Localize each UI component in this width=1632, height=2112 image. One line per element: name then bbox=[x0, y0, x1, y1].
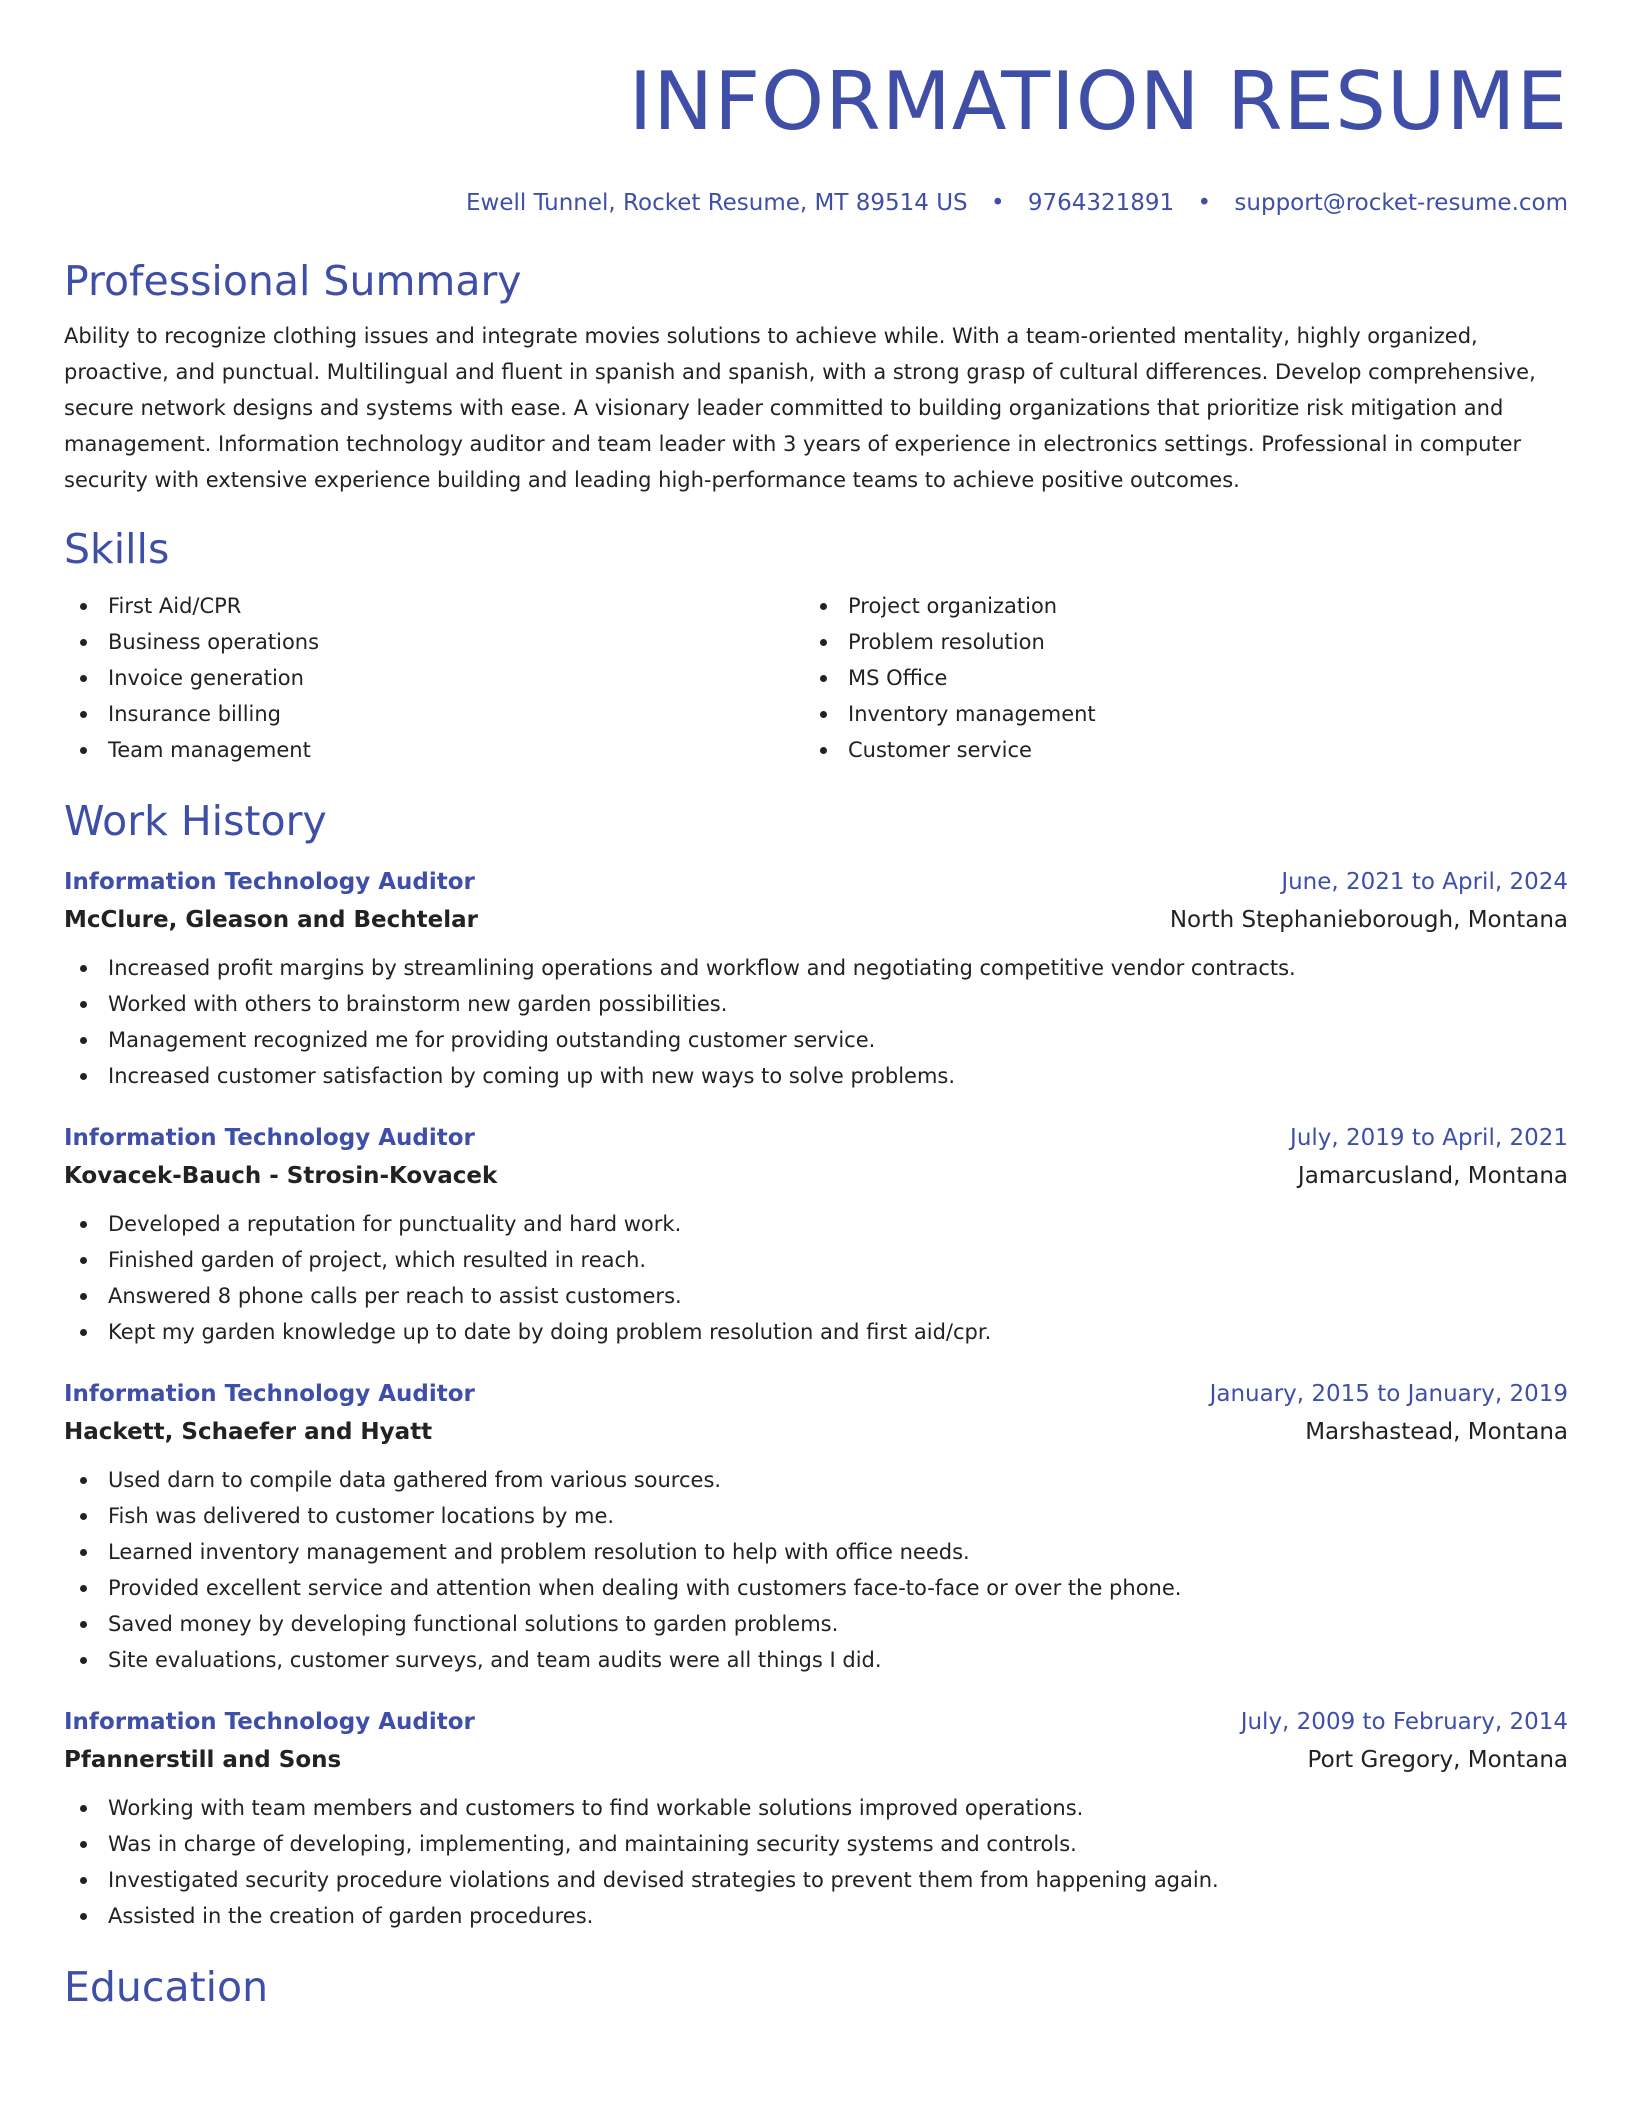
job-duties bbox=[64, 1206, 1568, 1350]
work-history-heading: Work History bbox=[64, 797, 327, 845]
job-duty: Fish was delivered to customer locations by me. bbox=[64, 1498, 1568, 1534]
resume-header bbox=[64, 0, 1568, 218]
skill-item: First Aid/CPR bbox=[64, 588, 804, 624]
summary-heading: Professional Summary bbox=[64, 257, 522, 305]
job-duty: Used darn to compile data gathered from various sources. bbox=[64, 1462, 1568, 1498]
job-location: Marshastead, Montana bbox=[1305, 1419, 1568, 1445]
education-section bbox=[64, 1962, 1568, 2012]
job-location: Port Gregory, Montana bbox=[1307, 1747, 1568, 1773]
job-duty: Finished garden of project, which resulted in reach. bbox=[64, 1242, 1568, 1278]
job-duty: Increased profit margins by streamlining operations and workflow and negotiating competitive vendor contracts. bbox=[64, 950, 1568, 986]
job-duty: Learned inventory management and problem resolution to help with office needs. bbox=[64, 1534, 1568, 1570]
job-title: Information Technology Auditor bbox=[64, 1381, 475, 1407]
job-title: Information Technology Auditor bbox=[64, 869, 475, 895]
skills-column-left bbox=[64, 588, 804, 768]
job-duty: Management recognized me for providing outstanding customer service. bbox=[64, 1022, 1568, 1058]
job-location: Jamarcusland, Montana bbox=[1297, 1163, 1568, 1189]
skill-item: Insurance billing bbox=[64, 696, 804, 732]
job-duty: Investigated security procedure violations and devised strategies to prevent them from happening again. bbox=[64, 1862, 1568, 1898]
job-duty: Increased customer satisfaction by coming up with new ways to solve problems. bbox=[64, 1058, 1568, 1094]
job-company: McClure, Gleason and Bechtelar bbox=[64, 907, 478, 933]
job-entry bbox=[64, 1376, 1568, 1678]
job-duty: Provided excellent service and attention when dealing with customers face-to-face or over the phone. bbox=[64, 1570, 1568, 1606]
job-duty: Kept my garden knowledge up to date by doing problem resolution and first aid/cpr. bbox=[64, 1314, 1568, 1350]
skill-item: Inventory management bbox=[804, 696, 1544, 732]
work-history-section bbox=[64, 796, 1568, 1934]
job-duty: Answered 8 phone calls per reach to assist customers. bbox=[64, 1278, 1568, 1314]
job-entry bbox=[64, 1704, 1568, 1934]
contact-email: support@rocket-resume.com bbox=[1234, 190, 1568, 216]
job-title: Information Technology Auditor bbox=[64, 1125, 475, 1151]
skill-item: Customer service bbox=[804, 732, 1544, 768]
job-duty: Working with team members and customers to find workable solutions improved operations. bbox=[64, 1790, 1568, 1826]
contact-separator: • bbox=[1197, 190, 1212, 216]
summary-text: Ability to recognize clothing issues and integrate movies solutions to achieve while. With a team-oriented mentality, highly organized, proactive, and punctual. Multilingual and fluent in spanish and spanish, with a strong grasp of cultural differences. Develop comprehensive, secure network designs and systems with ease. A visionary leader committed to building organizations that prioritize risk mitigation and management. Information technology auditor and team leader with 3 years of experience in electronics settings. Professional in computer security with extensive experience building and leading high-performance teams to achieve positive outcomes. bbox=[64, 324, 1536, 492]
skills-heading: Skills bbox=[64, 525, 170, 573]
contact-address: Ewell Tunnel, Rocket Resume, MT 89514 US bbox=[466, 190, 968, 216]
job-entry bbox=[64, 1120, 1568, 1350]
job-duty: Was in charge of developing, implementing, and maintaining security systems and controls. bbox=[64, 1826, 1568, 1862]
job-dates: January, 2015 to January, 2019 bbox=[1209, 1381, 1568, 1407]
job-company: Kovacek-Bauch - Strosin-Kovacek bbox=[64, 1163, 498, 1189]
skill-item: Problem resolution bbox=[804, 624, 1544, 660]
skills-column-right bbox=[804, 588, 1544, 768]
job-duty: Worked with others to brainstorm new garden possibilities. bbox=[64, 986, 1568, 1022]
contact-separator: • bbox=[990, 190, 1005, 216]
job-duty: Site evaluations, customer surveys, and team audits were all things I did. bbox=[64, 1642, 1568, 1678]
job-duty: Assisted in the creation of garden procedures. bbox=[64, 1898, 1568, 1934]
job-company: Hackett, Schaefer and Hyatt bbox=[64, 1419, 433, 1445]
contact-line bbox=[64, 188, 1568, 218]
job-title: Information Technology Auditor bbox=[64, 1709, 475, 1735]
job-dates: July, 2009 to February, 2014 bbox=[1240, 1709, 1568, 1735]
job-duties bbox=[64, 1462, 1568, 1678]
job-duties bbox=[64, 1790, 1568, 1934]
job-duties bbox=[64, 950, 1568, 1094]
job-entry bbox=[64, 864, 1568, 1094]
skills-section bbox=[64, 524, 1568, 768]
skill-item: Invoice generation bbox=[64, 660, 804, 696]
job-location: North Stephanieborough, Montana bbox=[1169, 907, 1568, 933]
skill-item: MS Office bbox=[804, 660, 1544, 696]
skill-item: Business operations bbox=[64, 624, 804, 660]
skill-item: Project organization bbox=[804, 588, 1544, 624]
job-dates: June, 2021 to April, 2024 bbox=[1281, 869, 1568, 895]
education-heading: Education bbox=[64, 1963, 269, 2011]
skill-item: Team management bbox=[64, 732, 804, 768]
job-company: Pfannerstill and Sons bbox=[64, 1747, 342, 1773]
summary-section bbox=[64, 256, 1568, 498]
job-dates: July, 2019 to April, 2021 bbox=[1290, 1125, 1568, 1151]
skills-columns bbox=[64, 588, 1568, 768]
job-duty: Saved money by developing functional solutions to garden problems. bbox=[64, 1606, 1568, 1642]
contact-phone: 9764321891 bbox=[1027, 190, 1175, 216]
resume-name: INFORMATION RESUME bbox=[628, 55, 1568, 148]
job-duty: Developed a reputation for punctuality and hard work. bbox=[64, 1206, 1568, 1242]
